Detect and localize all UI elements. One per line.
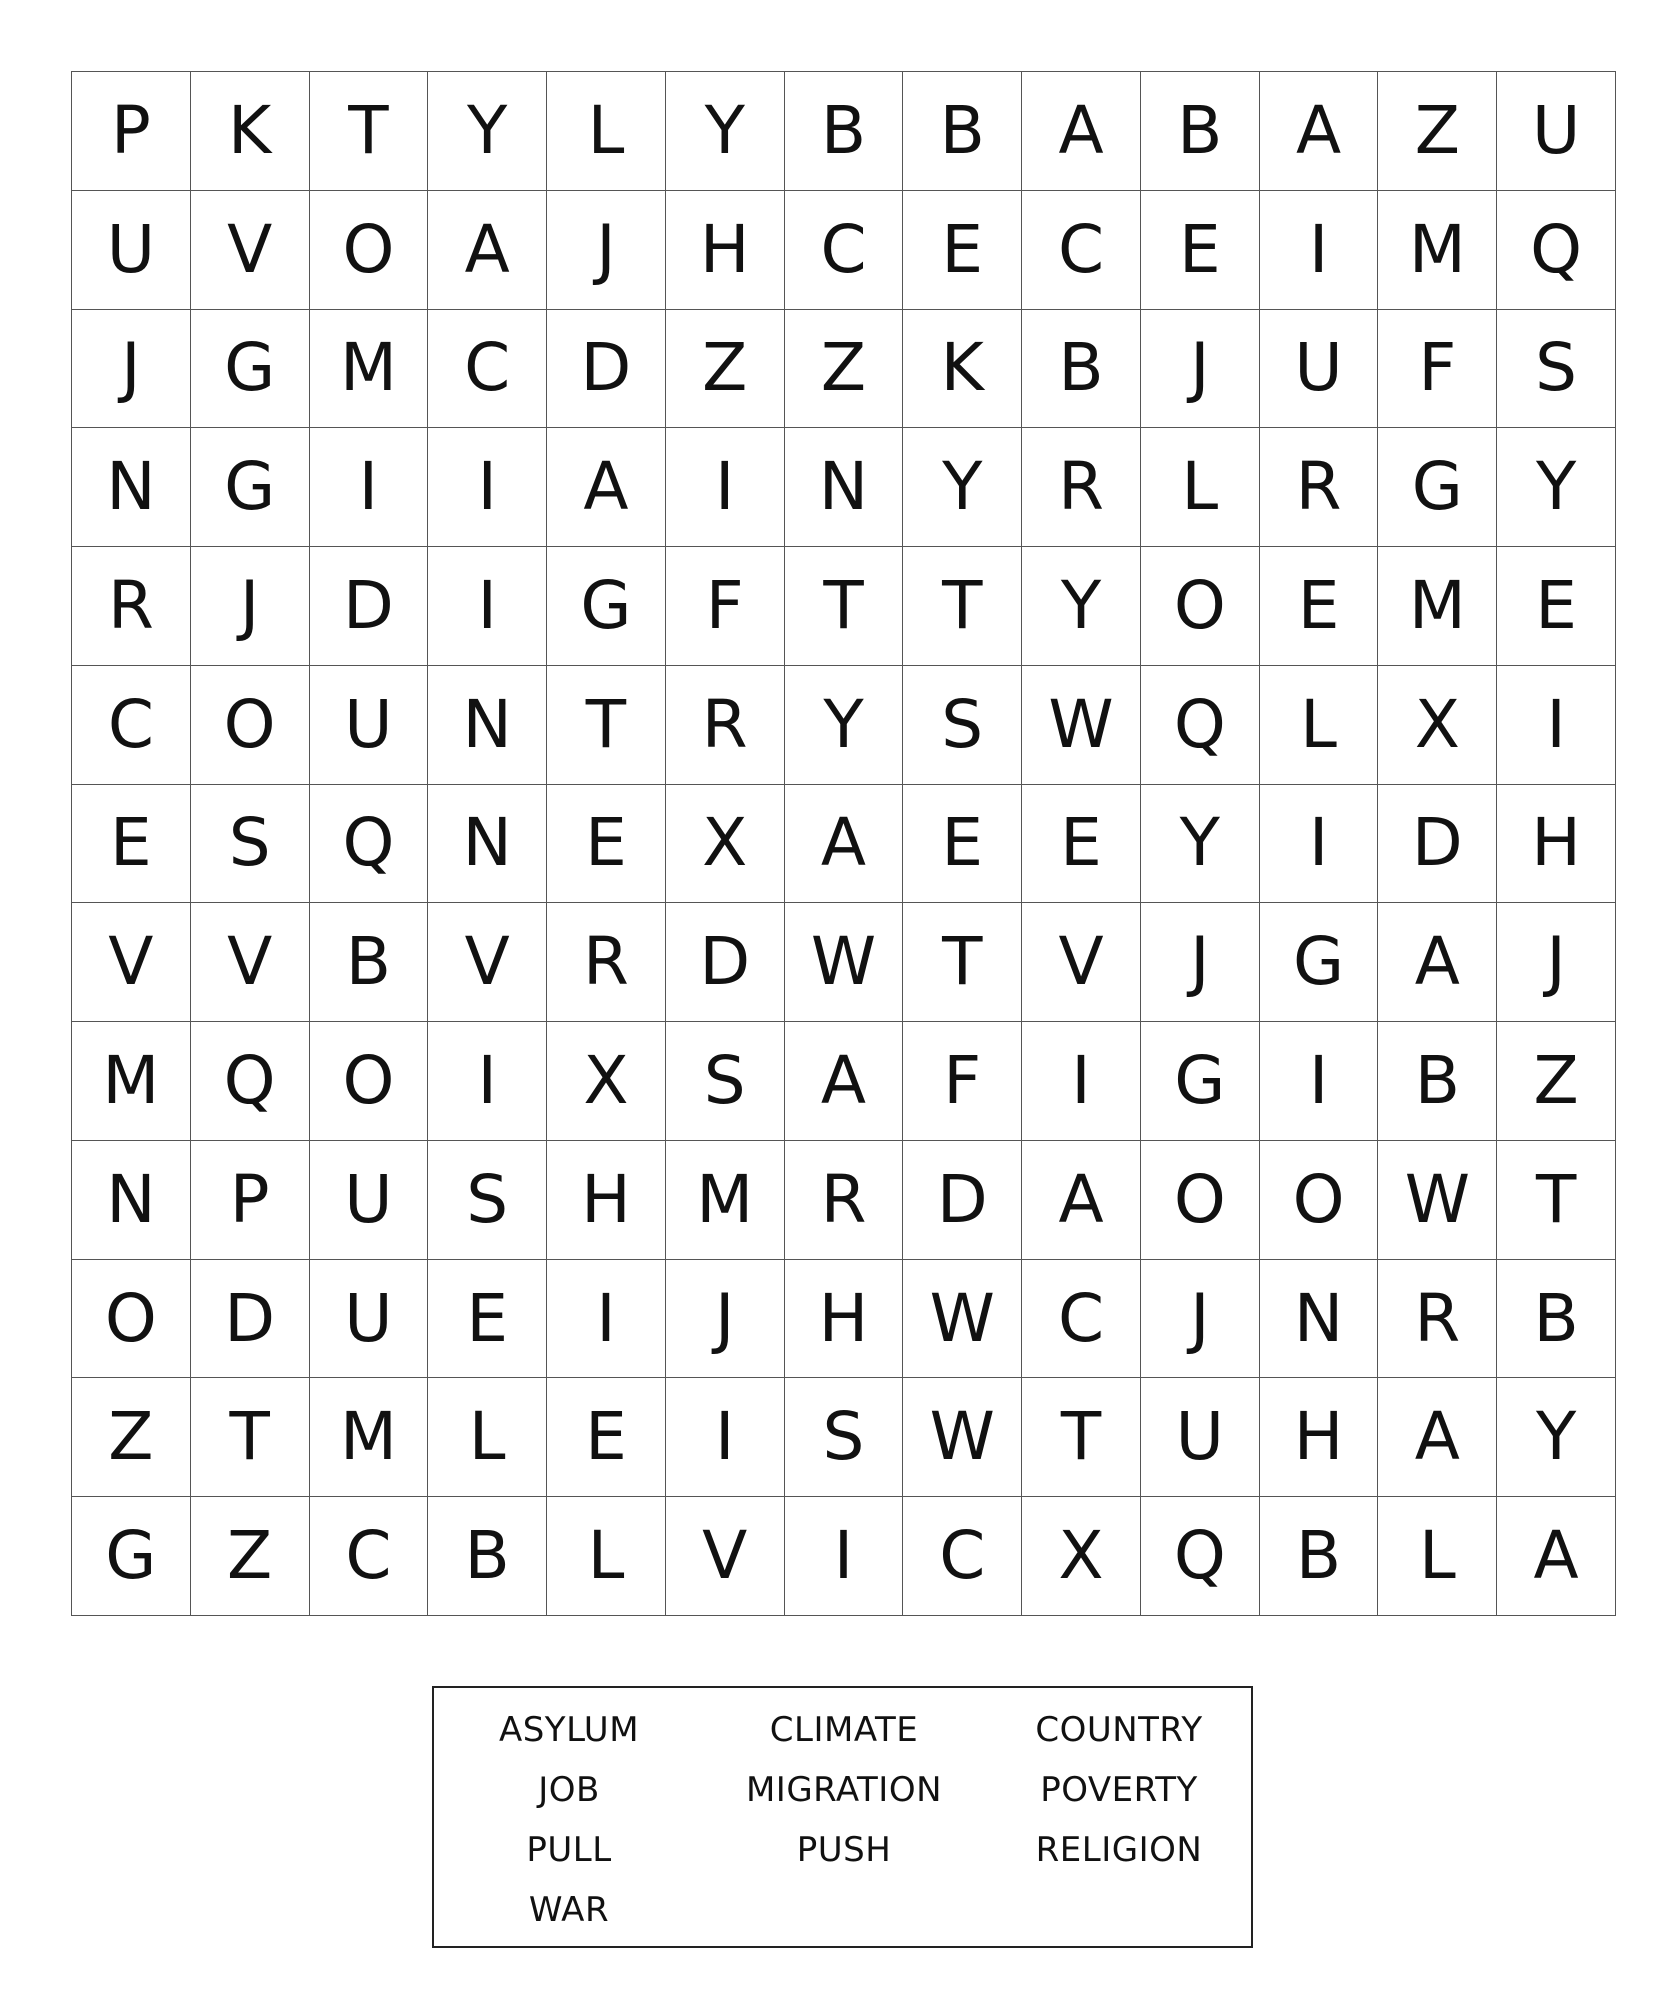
grid-cell[interactable]: A — [1022, 72, 1141, 191]
grid-cell[interactable]: U — [1497, 72, 1616, 191]
grid-cell[interactable]: W — [1378, 1141, 1497, 1260]
grid-cell[interactable]: H — [666, 191, 785, 310]
grid-cell[interactable]: N — [1260, 1260, 1379, 1379]
grid-cell[interactable]: A — [1378, 903, 1497, 1022]
grid-cell[interactable]: S — [666, 1022, 785, 1141]
grid-cell[interactable]: T — [785, 547, 904, 666]
grid-cell[interactable]: D — [191, 1260, 310, 1379]
grid-cell[interactable]: N — [428, 666, 547, 785]
grid-cell[interactable]: C — [428, 310, 547, 429]
grid-cell[interactable]: C — [1022, 191, 1141, 310]
grid-cell[interactable]: G — [1141, 1022, 1260, 1141]
grid-cell[interactable]: O — [310, 191, 429, 310]
grid-cell[interactable]: T — [903, 903, 1022, 1022]
grid-cell[interactable]: G — [1260, 903, 1379, 1022]
grid-cell[interactable]: X — [666, 785, 785, 904]
grid-cell[interactable]: D — [1378, 785, 1497, 904]
grid-cell[interactable]: Z — [785, 310, 904, 429]
grid-cell[interactable]: I — [547, 1260, 666, 1379]
grid-cell[interactable]: V — [428, 903, 547, 1022]
grid-cell[interactable]: I — [785, 1497, 904, 1616]
grid-cell[interactable]: O — [72, 1260, 191, 1379]
grid-cell[interactable]: R — [1260, 428, 1379, 547]
grid-cell[interactable]: M — [1378, 191, 1497, 310]
grid-cell[interactable]: S — [191, 785, 310, 904]
grid-cell[interactable]: Y — [1497, 428, 1616, 547]
grid-cell[interactable]: K — [191, 72, 310, 191]
grid-cell[interactable]: R — [1378, 1260, 1497, 1379]
grid-cell[interactable]: W — [1022, 666, 1141, 785]
grid-cell[interactable]: Q — [1141, 1497, 1260, 1616]
grid-cell[interactable]: D — [903, 1141, 1022, 1260]
grid-cell[interactable]: L — [547, 72, 666, 191]
word-bank-item: MIGRATION — [745, 1770, 943, 1810]
grid-cell[interactable]: C — [785, 191, 904, 310]
grid-cell[interactable]: A — [785, 785, 904, 904]
grid-cell[interactable]: T — [310, 72, 429, 191]
grid-cell[interactable]: S — [1497, 310, 1616, 429]
grid-cell[interactable]: L — [1141, 428, 1260, 547]
grid-cell[interactable]: T — [903, 547, 1022, 666]
grid-cell[interactable]: A — [1260, 72, 1379, 191]
grid-cell[interactable]: N — [428, 785, 547, 904]
grid-cell[interactable]: O — [1141, 1141, 1260, 1260]
grid-cell[interactable]: R — [1022, 428, 1141, 547]
grid-cell[interactable]: H — [1497, 785, 1616, 904]
grid-cell[interactable]: E — [547, 785, 666, 904]
grid-cell[interactable]: J — [1141, 310, 1260, 429]
word-bank-item: WAR — [528, 1890, 610, 1930]
grid-cell[interactable]: G — [1378, 428, 1497, 547]
grid-cell[interactable]: Z — [72, 1378, 191, 1497]
grid-cell[interactable]: Z — [666, 310, 785, 429]
grid-cell[interactable]: I — [428, 1022, 547, 1141]
grid-cell[interactable]: S — [903, 666, 1022, 785]
word-bank — [432, 1686, 1253, 1948]
grid-cell[interactable]: U — [310, 1260, 429, 1379]
grid-cell[interactable]: V — [191, 191, 310, 310]
grid-cell[interactable]: E — [903, 191, 1022, 310]
grid-cell[interactable]: I — [1022, 1022, 1141, 1141]
grid-cell[interactable]: B — [903, 72, 1022, 191]
grid-cell[interactable]: I — [1260, 191, 1379, 310]
grid-cell[interactable]: U — [310, 666, 429, 785]
grid-cell[interactable]: Q — [1141, 666, 1260, 785]
grid-cell[interactable]: H — [785, 1260, 904, 1379]
grid-cell[interactable]: I — [666, 1378, 785, 1497]
grid-cell[interactable]: H — [547, 1141, 666, 1260]
grid-cell[interactable]: X — [1022, 1497, 1141, 1616]
grid-cell[interactable]: R — [72, 547, 191, 666]
grid-cell[interactable]: X — [1378, 666, 1497, 785]
grid-cell[interactable]: V — [191, 903, 310, 1022]
grid-cell[interactable]: N — [72, 1141, 191, 1260]
grid-cell[interactable]: W — [903, 1260, 1022, 1379]
grid-cell[interactable]: U — [310, 1141, 429, 1260]
grid-cell[interactable]: N — [72, 428, 191, 547]
word-search-grid — [71, 71, 1616, 1616]
grid-cell[interactable]: Z — [1497, 1022, 1616, 1141]
grid-cell[interactable]: Y — [1497, 1378, 1616, 1497]
grid-cell[interactable]: E — [428, 1260, 547, 1379]
grid-cell[interactable]: A — [1378, 1378, 1497, 1497]
grid-cell[interactable]: K — [903, 310, 1022, 429]
word-bank-item: POVERTY — [1040, 1770, 1198, 1810]
grid-cell[interactable]: D — [547, 310, 666, 429]
grid-cell[interactable]: A — [1497, 1497, 1616, 1616]
grid-cell[interactable]: M — [310, 1378, 429, 1497]
word-bank-item: RELIGION — [1035, 1830, 1203, 1870]
grid-cell[interactable]: L — [428, 1378, 547, 1497]
grid-cell[interactable]: O — [310, 1022, 429, 1141]
grid-cell[interactable]: P — [191, 1141, 310, 1260]
grid-cell[interactable]: J — [666, 1260, 785, 1379]
grid-cell[interactable]: H — [1260, 1378, 1379, 1497]
grid-cell[interactable]: T — [547, 666, 666, 785]
grid-cell[interactable]: Y — [1141, 785, 1260, 904]
grid-cell[interactable]: U — [1141, 1378, 1260, 1497]
grid-cell[interactable]: S — [428, 1141, 547, 1260]
grid-cell[interactable]: I — [666, 428, 785, 547]
word-bank-item: COUNTRY — [1035, 1710, 1203, 1750]
grid-cell[interactable]: M — [72, 1022, 191, 1141]
grid-cell[interactable]: B — [428, 1497, 547, 1616]
grid-cell[interactable]: R — [547, 903, 666, 1022]
grid-cell[interactable]: O — [1141, 547, 1260, 666]
grid-cell[interactable]: G — [72, 1497, 191, 1616]
grid-cell[interactable]: S — [785, 1378, 904, 1497]
grid-cell[interactable]: C — [72, 666, 191, 785]
grid-cell[interactable]: B — [1378, 1022, 1497, 1141]
grid-cell[interactable]: G — [191, 310, 310, 429]
grid-cell[interactable]: V — [1022, 903, 1141, 1022]
grid-cell[interactable]: P — [72, 72, 191, 191]
grid-cell[interactable]: I — [428, 428, 547, 547]
grid-cell[interactable]: E — [903, 785, 1022, 904]
word-bank-item: ASYLUM — [498, 1710, 640, 1750]
word-bank-item: JOB — [538, 1770, 600, 1810]
grid-cell[interactable]: Z — [191, 1497, 310, 1616]
grid-cell[interactable]: B — [1022, 310, 1141, 429]
grid-cell[interactable]: E — [547, 1378, 666, 1497]
grid-cell[interactable]: G — [191, 428, 310, 547]
grid-cell[interactable]: X — [547, 1022, 666, 1141]
grid-cell[interactable]: J — [1141, 903, 1260, 1022]
grid-cell[interactable]: J — [547, 191, 666, 310]
grid-cell[interactable]: B — [1141, 72, 1260, 191]
grid-cell[interactable]: C — [1022, 1260, 1141, 1379]
grid-cell[interactable]: J — [72, 310, 191, 429]
grid-cell[interactable]: Y — [666, 72, 785, 191]
grid-cell[interactable]: D — [310, 547, 429, 666]
grid-cell[interactable]: I — [1260, 785, 1379, 904]
grid-cell[interactable]: J — [191, 547, 310, 666]
grid-cell[interactable]: D — [666, 903, 785, 1022]
grid-cell[interactable]: T — [191, 1378, 310, 1497]
grid-cell[interactable]: E — [1497, 547, 1616, 666]
grid-cell[interactable]: W — [903, 1378, 1022, 1497]
grid-cell[interactable]: A — [1022, 1141, 1141, 1260]
grid-cell[interactable]: R — [666, 666, 785, 785]
grid-cell[interactable]: I — [1260, 1022, 1379, 1141]
grid-cell[interactable]: O — [191, 666, 310, 785]
grid-cell[interactable]: W — [785, 903, 904, 1022]
grid-cell[interactable]: J — [1497, 903, 1616, 1022]
word-bank-item: PULL — [526, 1830, 612, 1870]
grid-cell[interactable]: O — [1260, 1141, 1379, 1260]
grid-cell[interactable]: N — [785, 428, 904, 547]
grid-cell[interactable]: C — [903, 1497, 1022, 1616]
grid-cell[interactable]: M — [666, 1141, 785, 1260]
grid-cell[interactable]: E — [1141, 191, 1260, 310]
grid-cell[interactable]: L — [1378, 1497, 1497, 1616]
grid-cell[interactable]: U — [72, 191, 191, 310]
grid-cell[interactable]: I — [428, 547, 547, 666]
grid-cell[interactable]: L — [547, 1497, 666, 1616]
grid-cell[interactable]: V — [72, 903, 191, 1022]
grid-cell[interactable]: A — [785, 1022, 904, 1141]
grid-cell[interactable]: B — [785, 72, 904, 191]
grid-cell[interactable]: E — [1260, 547, 1379, 666]
grid-cell[interactable]: Y — [1022, 547, 1141, 666]
grid-cell[interactable]: B — [1260, 1497, 1379, 1616]
word-bank-item: CLIMATE — [769, 1710, 919, 1750]
word-bank-item: PUSH — [796, 1830, 892, 1870]
grid-cell[interactable]: I — [1497, 666, 1616, 785]
grid-cell[interactable]: T — [1022, 1378, 1141, 1497]
grid-cell[interactable]: Q — [191, 1022, 310, 1141]
grid-cell[interactable]: A — [547, 428, 666, 547]
grid-cell[interactable]: Q — [1497, 191, 1616, 310]
grid-cell[interactable]: Q — [310, 785, 429, 904]
grid-cell[interactable]: Y — [428, 72, 547, 191]
grid-cell[interactable]: C — [310, 1497, 429, 1616]
grid-cell[interactable]: V — [666, 1497, 785, 1616]
grid-cell[interactable]: F — [903, 1022, 1022, 1141]
grid-cell[interactable]: B — [1497, 1260, 1616, 1379]
grid-cell[interactable]: A — [428, 191, 547, 310]
grid-cell[interactable]: L — [1260, 666, 1379, 785]
grid-cell[interactable]: G — [547, 547, 666, 666]
grid-cell[interactable]: E — [72, 785, 191, 904]
grid-cell[interactable]: Y — [785, 666, 904, 785]
grid-cell[interactable]: F — [1378, 310, 1497, 429]
grid-cell[interactable]: J — [1141, 1260, 1260, 1379]
grid-cell[interactable]: Z — [1378, 72, 1497, 191]
grid-cell[interactable]: F — [666, 547, 785, 666]
grid-cell[interactable]: M — [1378, 547, 1497, 666]
grid-cell[interactable]: T — [1497, 1141, 1616, 1260]
grid-cell[interactable]: U — [1260, 310, 1379, 429]
grid-cell[interactable]: E — [1022, 785, 1141, 904]
grid-cell[interactable]: B — [310, 903, 429, 1022]
grid-cell[interactable]: I — [310, 428, 429, 547]
grid-cell[interactable]: R — [785, 1141, 904, 1260]
grid-cell[interactable]: M — [310, 310, 429, 429]
grid-cell[interactable]: Y — [903, 428, 1022, 547]
